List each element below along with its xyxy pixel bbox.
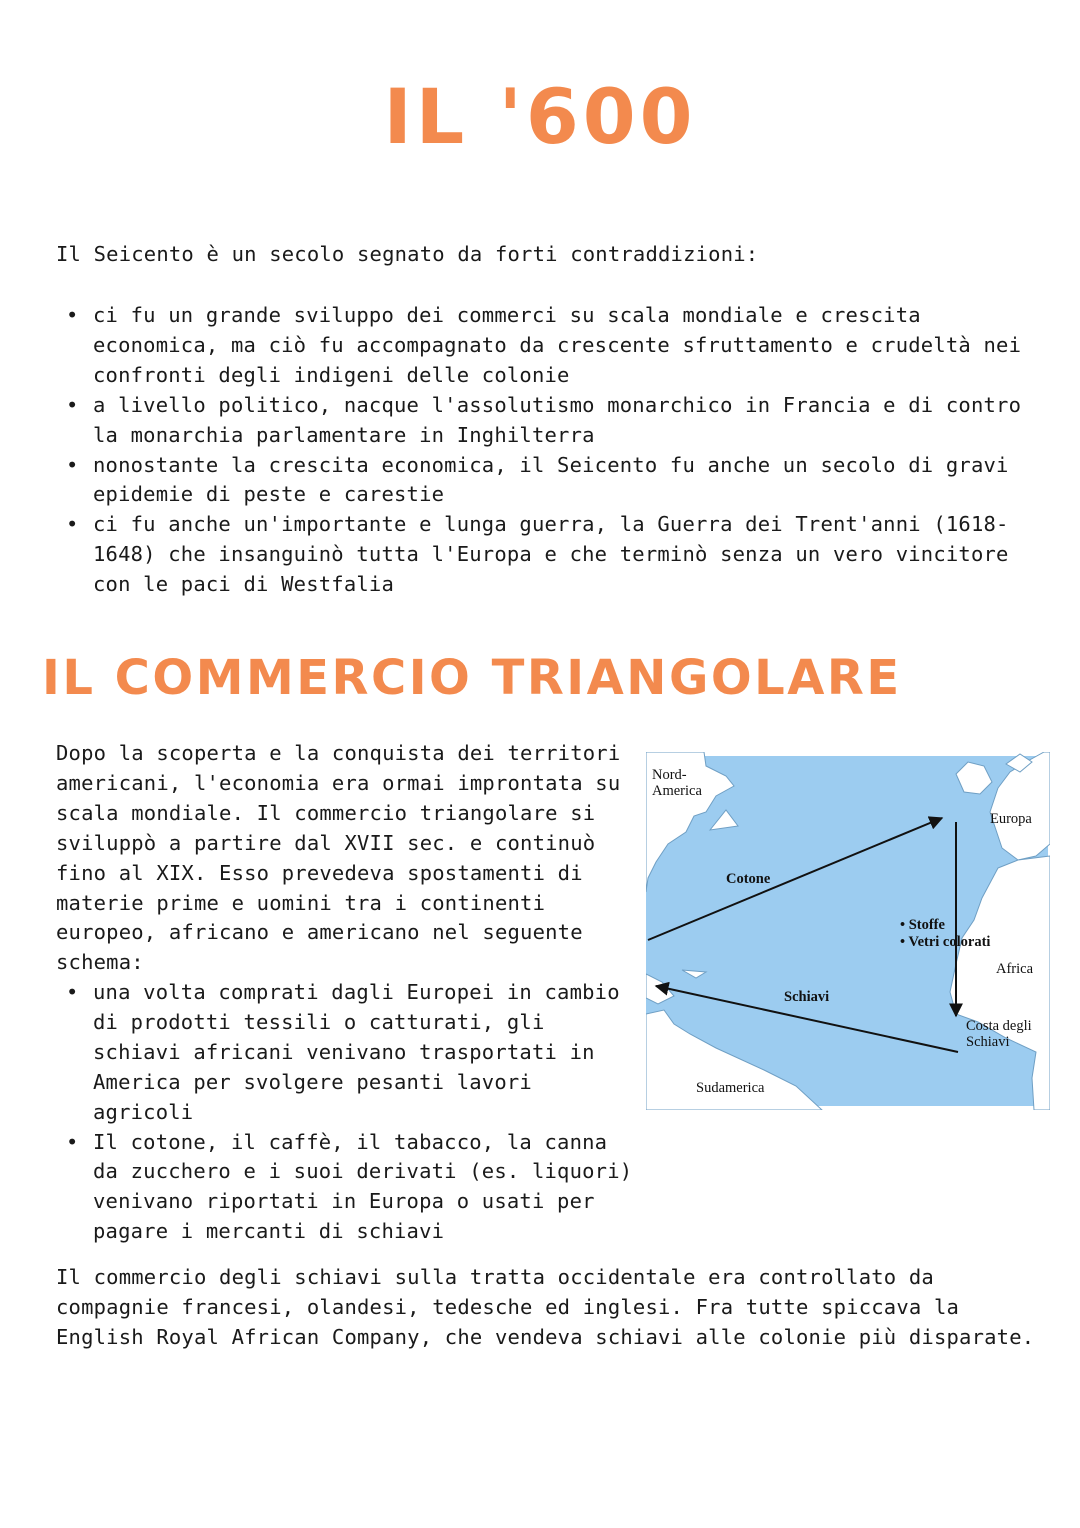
- intro-paragraph: Il Seicento è un secolo segnato da forti contraddizioni:: [56, 242, 759, 266]
- list-item: • ci fu un grande sviluppo dei commerci su scala mondiale e crescita economica, ma ciò fu accompagnato da crescente sfruttamento e crudeltà nei confronti degli indigeni delle colonie: [56, 301, 1046, 391]
- page-title: IL '600: [383, 72, 697, 161]
- label-slave-coast: Costa degli: [966, 1018, 1032, 1034]
- label-africa: Africa: [996, 961, 1034, 977]
- intro-bullet-list: [56, 301, 1046, 600]
- section-title: IL COMMERCIO TRIANGOLARE: [42, 650, 902, 706]
- triangular-trade-map: [646, 752, 1050, 1110]
- list-item: • a livello politico, nacque l'assolutismo monarchico in Francia e di contro la monarchia parlamentare in Inghilterra: [56, 391, 1046, 451]
- label-north-america: Nord-: [652, 767, 687, 783]
- label-south-america: Sudamerica: [696, 1080, 765, 1096]
- label-goods: • Vetri colorati: [900, 934, 991, 950]
- list-item: • una volta comprati dagli Europei in cambio di prodotti tessili o catturati, gli schiavi africani venivano trasportati in America per svolgere pesanti lavori agricoli: [56, 978, 636, 1128]
- label-cotton: Cotone: [726, 871, 771, 887]
- trade-bullet-list: [56, 978, 636, 1247]
- label-europe: Europa: [990, 811, 1032, 827]
- label-slave-coast: Schiavi: [966, 1034, 1010, 1050]
- closing-paragraph: Il commercio degli schiavi sulla tratta occidentale era controllato da compagnie francesi, olandesi, tedesche ed inglesi. Fra tutte spiccava la English Royal African Company, che vendeva schiavi alle colonie più disparate.: [56, 1265, 1035, 1349]
- label-goods: • Stoffe: [900, 917, 945, 933]
- list-item: • nonostante la crescita economica, il Seicento fu anche un secolo di gravi epidemie di peste e carestie: [56, 451, 1046, 511]
- list-item: • ci fu anche un'importante e lunga guerra, la Guerra dei Trent'anni (1618-1648) che insanguinò tutta l'Europa e che terminò senza un vero vincitore con le paci di Westfalia: [56, 510, 1046, 600]
- label-north-america: America: [652, 783, 702, 799]
- list-item: • Il cotone, il caffè, il tabacco, la canna da zucchero e i suoi derivati (es. liquori) venivano riportati in Europa o usati per pagare i mercanti di schiavi: [56, 1128, 636, 1248]
- label-slaves: Schiavi: [784, 989, 830, 1005]
- trade-paragraph: Dopo la scoperta e la conquista dei territori americani, l'economia era ormai improntata su scala mondiale. Il commercio triangolare si sviluppò a partire dal XVII sec. e continuò fino al XIX. Esso prevedeva spostamenti di materie prime e uomini tra i continenti europeo, africano e americano nel seguente schema:: [56, 741, 621, 975]
